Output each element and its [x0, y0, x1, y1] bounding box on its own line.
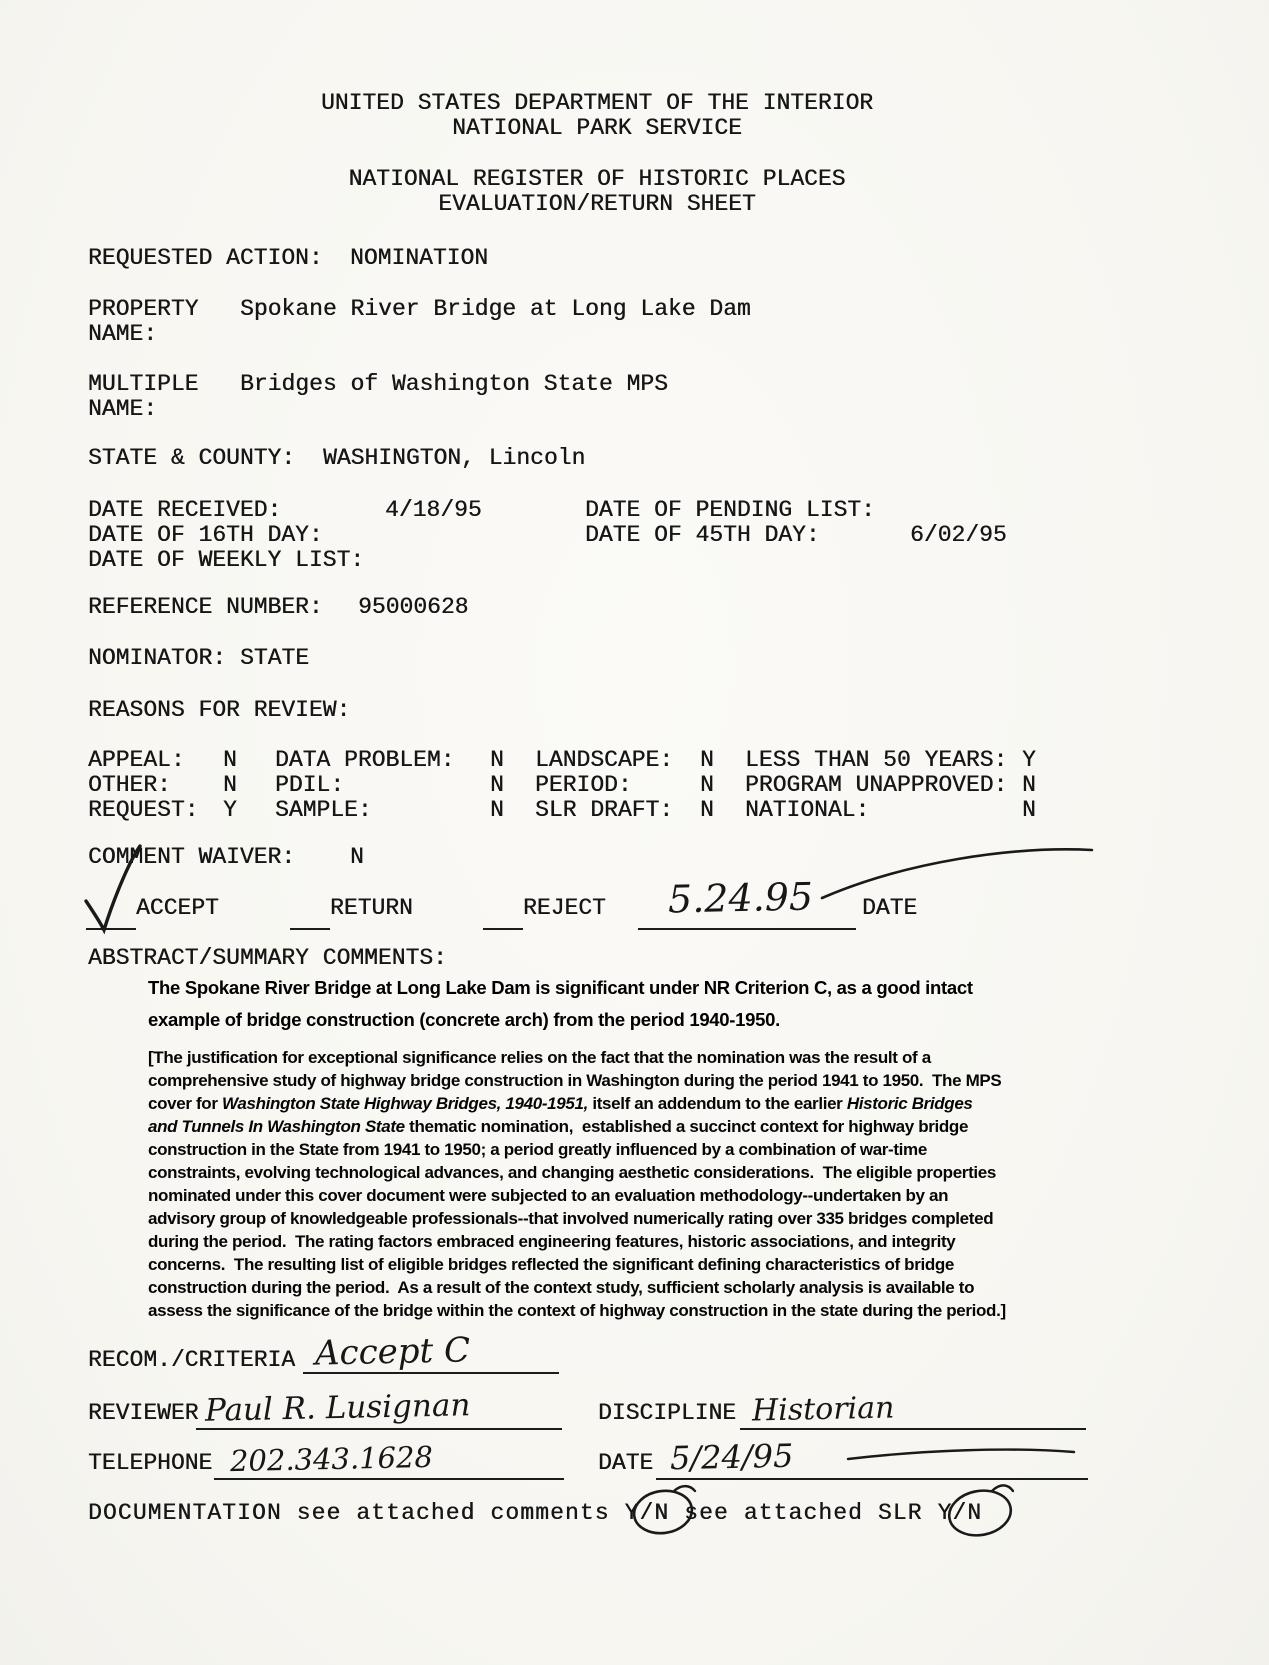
decision-date-line: [638, 928, 856, 930]
accept-label: ACCEPT: [136, 895, 219, 921]
documentation-middle: see attached SLR Y/: [669, 1500, 968, 1526]
reason-label-landscape: LANDSCAPE:: [535, 747, 674, 773]
documentation-line: [88, 1500, 982, 1526]
property-name-label-line2: NAME:: [88, 321, 158, 347]
discipline-label: DISCIPLINE: [598, 1400, 737, 1426]
documentation-comments-answer: N: [654, 1500, 670, 1526]
state-county-value: WASHINGTON, Lincoln: [323, 445, 586, 471]
handwritten-telephone: 202.343.1628: [229, 1439, 434, 1479]
multiple-name-value: Bridges of Washington State MPS: [240, 371, 668, 397]
signoff-date-line: [656, 1478, 1088, 1480]
reason-label-appeal: APPEAL:: [88, 747, 185, 773]
dept-title-line2: NATIONAL PARK SERVICE: [452, 115, 742, 141]
reason-label-data-problem: DATA PROBLEM:: [275, 747, 455, 773]
signoff-date-flourish: [848, 1450, 1074, 1459]
reason-value-national: N: [1022, 797, 1036, 823]
decision-date-flourish: [822, 849, 1092, 898]
requested-action-value: NOMINATION: [350, 245, 489, 271]
decision-date-label: DATE: [862, 895, 918, 921]
return-blank-line: [290, 928, 330, 930]
state-county-label: STATE & COUNTY:: [88, 445, 296, 471]
handwritten-decision-date: 5.24.95: [667, 874, 814, 922]
property-name-label-line1: PROPERTY: [88, 296, 199, 322]
abstract-title: ABSTRACT/SUMMARY COMMENTS:: [88, 945, 447, 971]
reason-label-program-unapproved: PROGRAM UNAPPROVED:: [745, 772, 1008, 798]
property-name-value: Spokane River Bridge at Long Lake Dam: [240, 296, 751, 322]
telephone-label: TELEPHONE: [88, 1450, 213, 1476]
date-received-value: 4/18/95: [385, 497, 482, 523]
handwritten-reviewer-name: Paul R. Lusignan: [204, 1387, 471, 1429]
discipline-line: [740, 1428, 1086, 1430]
requested-action-label: REQUESTED ACTION:: [88, 245, 323, 271]
reason-label-slr-draft: SLR DRAFT:: [535, 797, 674, 823]
date-weekly-list-label: DATE OF WEEKLY LIST:: [88, 547, 365, 573]
reason-value-period: N: [700, 772, 714, 798]
nominator-value: STATE: [240, 645, 310, 671]
reviewer-label: REVIEWER: [88, 1400, 199, 1426]
signoff-date-label: DATE: [598, 1450, 654, 1476]
reason-value-pdil: N: [490, 772, 504, 798]
telephone-line: [214, 1478, 564, 1480]
reference-number-value: 95000628: [358, 594, 469, 620]
reason-value-other: N: [223, 772, 237, 798]
reasons-for-review-title: REASONS FOR REVIEW:: [88, 697, 351, 723]
reason-label-other: OTHER:: [88, 772, 171, 798]
slr-answer-circle-tail: [992, 1485, 1013, 1491]
comment-waiver-label: COMMENT WAIVER:: [88, 844, 296, 870]
reason-label-request: REQUEST:: [88, 797, 199, 823]
documentation-slr-answer: N: [967, 1500, 983, 1526]
abstract-summary-paragraph: The Spokane River Bridge at Long Lake Dam is significant under NR Criterion C, as a good intact example of bridge construction (concrete arch) from the period 1940-1950.: [148, 977, 973, 1030]
reject-blank-line: [483, 928, 523, 930]
reference-number-label: REFERENCE NUMBER:: [88, 594, 323, 620]
reason-label-national: NATIONAL:: [745, 797, 870, 823]
reason-value-data-problem: N: [490, 747, 504, 773]
comment-waiver-value: N: [350, 844, 364, 870]
return-label: RETURN: [330, 895, 413, 921]
reason-value-landscape: N: [700, 747, 714, 773]
multiple-name-label-line1: MULTIPLE: [88, 371, 199, 397]
register-title-line2: EVALUATION/RETURN SHEET: [438, 191, 756, 217]
abstract-justification-paragraph: [The justification for exceptional significance relies on the fact that the nomination was the result of a comprehensive study of highway bridge construction in Washington during the period 1941 to 1950. The MPS cover for Washington State Highway Bridges, 1940-1951, itself an addendum to the earlier Historic Bridges and Tunnels In Washington State thematic nomination, established a succinct context for highway bridge construction in the State from 1941 to 1950; a period greatly influenced by a combination of war-time constraints, evolving technological advances, and changing aesthetic considerations. The eligible properties nominated under this cover document were subjected to an evaluation methodology--undertaken by an advisory group of knowledgeable professionals--that involved numerically rating over 335 bridges completed during the period. The rating factors embraced engineering features, historic associations, and integrity concerns. The resulting list of eligible bridges reflected the significant defining characteristics of bridge construction during the period. As a result of the context study, sufficient scholarly analysis is available to assess the significance of the bridge within the context of highway construction in the state during the period.]: [148, 1048, 1006, 1320]
recom-criteria-label: RECOM./CRITERIA: [88, 1347, 296, 1373]
dept-title-line1: UNITED STATES DEPARTMENT OF THE INTERIOR: [320, 90, 874, 116]
reason-label-pdil: PDIL:: [275, 772, 345, 798]
reason-value-program-unapproved: N: [1022, 772, 1036, 798]
reason-value-less-than-50: Y: [1022, 747, 1036, 773]
multiple-name-label-line2: NAME:: [88, 396, 158, 422]
handwritten-recom-criteria: Accept C: [314, 1330, 471, 1374]
reason-value-slr-draft: N: [700, 797, 714, 823]
reason-value-request: Y: [223, 797, 237, 823]
reject-label: REJECT: [523, 895, 606, 921]
reason-label-period: PERIOD:: [535, 772, 632, 798]
reviewer-line: [196, 1428, 562, 1430]
comments-answer-circle-tail: [674, 1486, 695, 1491]
accept-blank-line: [86, 928, 136, 930]
register-title-line1: NATIONAL REGISTER OF HISTORIC PLACES: [348, 166, 846, 192]
nominator-label: NOMINATOR:: [88, 645, 227, 671]
date-45th-day-label: DATE OF 45TH DAY:: [585, 522, 820, 548]
reason-label-less-than-50: LESS THAN 50 YEARS:: [745, 747, 1008, 773]
handwritten-discipline: Historian: [751, 1390, 895, 1429]
documentation-prefix: DOCUMENTATION see attached comments Y/: [88, 1500, 655, 1526]
date-received-label: DATE RECEIVED:: [88, 497, 282, 523]
reason-label-sample: SAMPLE:: [275, 797, 372, 823]
handwritten-signoff-date: 5/24/95: [669, 1436, 794, 1478]
reason-value-sample: N: [490, 797, 504, 823]
date-16th-day-label: DATE OF 16TH DAY:: [88, 522, 323, 548]
date-pending-list-label: DATE OF PENDING LIST:: [585, 497, 875, 523]
date-45th-day-value: 6/02/95: [910, 522, 1007, 548]
reason-value-appeal: N: [223, 747, 237, 773]
